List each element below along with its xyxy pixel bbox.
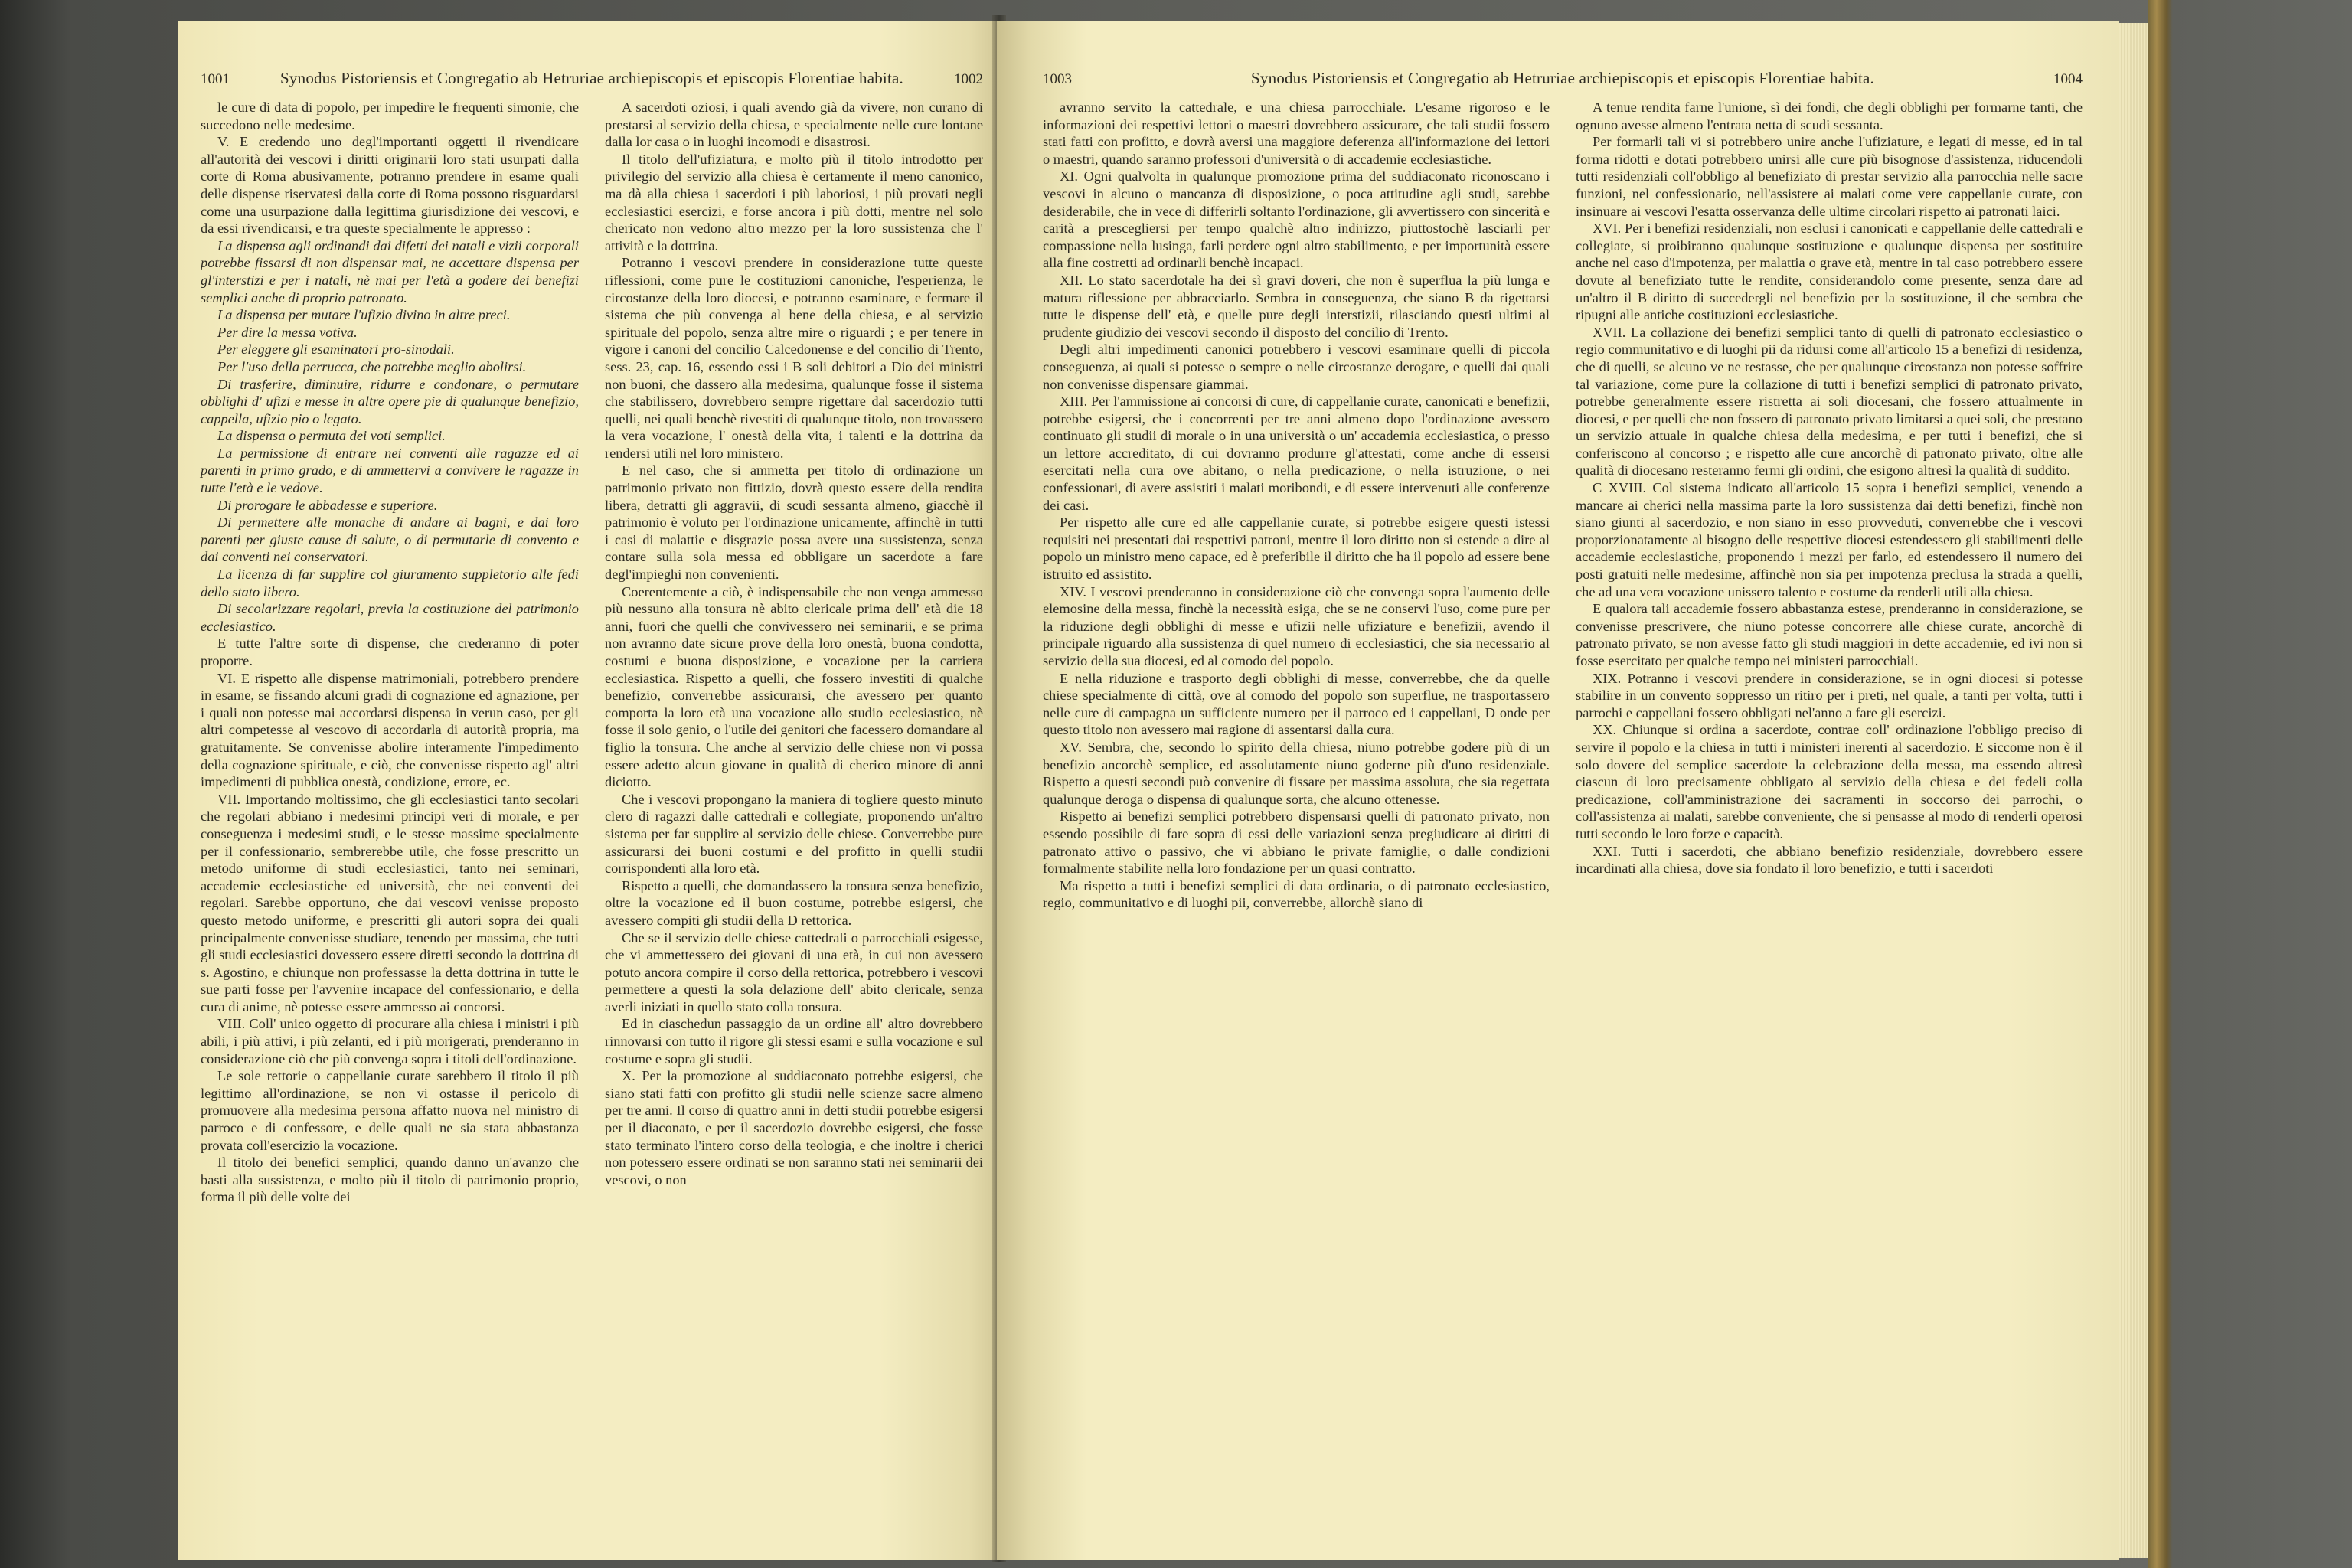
paragraph: Rispetto a quelli, che domandassero la tonsura senza benefizio, oltre la vocazione ed il buon costume, potrebbe esigersi, che avessero compiti gli studii della D rettorica. <box>605 877 983 928</box>
paragraph: V. E credendo uno degl'importanti oggetti il rivendicare all'autorità dei vescovi i diritti originarii loro stati usurpati dalla corte di Roma abusivamente, potranno prendere in esame quali delle dispense riservatesi dalla corte di Roma possono risguardarsi come una usurpazione dalla legittima giurisdizione dei vescovi, e da essi rivendicarsi, e tra queste specialmente le appresso : <box>201 134 579 237</box>
paragraph: La licenza di far supplire col giuramento suppletorio alle fedi dello stato libero. <box>201 567 579 599</box>
paragraph: Per eleggere gli esaminatori pro-sinodali. <box>217 341 455 358</box>
paragraph: avranno servito la cattedrale, e una chiesa parrocchiale. L'esame rigoroso e le informazioni dei respettivi lettori o maestri dovrebbero assicurare, che tali studii fossero stati fatti con profitto, e dovrà aversi una maggiore deferenza all'informazione dei lettori o maestri, quando saranno professori d'università o di accademie ecclesiastiche. <box>1043 100 1550 167</box>
paragraph: Ma rispetto a tutti i benefizi semplici di data ordinaria, o di patronato ecclesiastico, regio, communitativo e di luoghi pii, converrebbe, allorchè siano di <box>1043 877 1550 911</box>
paragraph: E qualora tali accademie fossero abbastanza estese, prenderanno in considerazione, se convenisse prescrivere, che niuno potesse concorrere alle chiese curate, ancorchè di patronato privato, se non avesse fatto gli studi maggiori in dette accademie, ed ivi non si fosse esercitato per qualche tempo nei ministeri parrocchiali. <box>1576 601 2082 668</box>
column-1001 <box>201 99 579 1206</box>
paragraph: Il titolo dei benefici semplici, quando danno un'avanzo che basti alla sussistenza, e molto più il titolo di patrimonio proprio, forma il più delle volte dei <box>201 1155 579 1205</box>
paragraph: La permissione di entrare nei conventi alle ragazze ed ai parenti in primo grado, e di ammettervi a convivere le ragazze in tutte l'età e le vedove. <box>201 445 579 496</box>
paragraph: VIII. Coll' unico oggetto di procurare alla chiesa i ministri i più abili, i più attivi, i più zelanti, ed i più morigerati, prenderanno in considerazione ciò che più convenga sopra i titoli dell'ordinazione. <box>201 1016 579 1067</box>
paragraph: A tenue rendita farne l'unione, sì dei fondi, che degli obblighi per formarne tanti, che ognuno avesse almeno l'entrata netta di scudi sessanta. <box>1576 100 2082 132</box>
paragraph: Per formarli tali vi si potrebbero unire anche l'ufiziature, e legati di messe, ed in tal forma ridotti e dotati potrebbero unirsi alle cure più bisognose d'assistenza, riducendoli tutti residenziali coll'obbligo al benefiziato di prestar servizio alla parrocchia nelle sacre funzioni, nel confessionario, nell'assistere ai malati come vere cappellanie curate, con insinuare ai vescovi l'esatta osservanza delle ultime circolari rispetto ai patronati laici. <box>1576 134 2082 219</box>
paragraph: La dispensa agli ordinandi dai difetti dei natali e vizii corporali potrebbe fissarsi di non dispensar mai, ne accettare dispensa per gl'interstizi e per i natali, nè mai per l'età a godere dei benefizi semplici anche di proprio patronato. <box>201 237 579 305</box>
paragraph: Che i vescovi propongano la maniera di togliere questo minuto clero di ragazzi dalle cattedrali e collegiate, proponendo un'altro sistema per far supplire al servizio delle chiese. Converrebbe pure assicurarsi dei buoni costumi e del profitto in quelli studii corrispondenti alla loro età. <box>605 791 983 877</box>
paragraph: Di secolarizzare regolari, previa la costituzione del patrimonio ecclesiastico. <box>201 601 579 634</box>
right-page <box>997 21 2119 1560</box>
paragraph: Per rispetto alle cure ed alle cappellanie curate, si potrebbe esigere questi istessi requisiti nei presentati dai respettivi patroni, mentre il loro diritto non si estende a dire al popolo un ministro meno capace, ed è preferibile il diritto che ha il popolo ad essere bene istruito ed assistito. <box>1043 514 1550 583</box>
left-page-columns <box>201 99 983 1206</box>
paragraph: C XVIII. Col sistema indicato all'articolo 15 sopra i benefizi semplici, venendo a mancare ai cherici nella massima parte la loro sussistenza dai detti benefizi, finchè non siano giunti al sacerdozio, e non siano in esso provveduti, converrebbe che i vescovi proporzionatamente al bisogno delle respettive diocesi estendessero gli stabilimenti delle accademie ecclesiastiche, proponendo i mezzi per farlo, ed estendessero il numero dei posti gratuiti nelle medesime, affinchè non sia per impotenza preclusa la strada a quelli, che ad una vera vocazione unissero talento e costume da renderli utili alla chiesa. <box>1576 480 2082 599</box>
paragraph: Il titolo dell'ufiziatura, e molto più il titolo introdotto per privilegio del servizio alla chiesa è certamente il meno canonico, ma dà alla chiesa i sacerdoti i più laboriosi, i più provati negli ecclesiastici esercizi, e forse ancora i più dotti, mentre nel solo chericato non vedono altro mezzo per la loro sussistenza che l' attività e la dottrina. <box>605 151 983 253</box>
paragraph: Che se il servizio delle chiese cattedrali o parrocchiali esigesse, che vi ammettessero dei giovani di una età, in cui non avessero potuto ancora compire il corso della rettorica, potrebbero i vescovi permettere a questi la sola delazione dell' abito clericale, senza averli iniziati in quello stato colla tonsura. <box>605 929 983 1014</box>
paragraph: XI. Ogni qualvolta in qualunque promozione prima del suddiaconato riconoscano i vescovi in alcuno o mancanza di disposizione, o poca attitudine agli studi, sarebbe desiderabile, che in vece di differirli soltanto l'ordinazione, gli avvertissero con sincerità e carità a prescegliersi per tempo qualchè altro indirizzo, piuttostochè lasciarli per compassione nella lusinga, farli perdere ogni altro stabilimento, e per importunità essere alla fine costretti ad ordinarli benchè incapaci. <box>1043 168 1550 271</box>
running-head-left <box>201 69 983 88</box>
paragraph: Le sole rettorie o cappellanie curate sarebbero il titolo il più legittimo all'ordinazione, se non vi ostasse il pericolo di promuovere alla medesima persona affatto nuova nel ministro di parroco e di confessore, e delle quali ne sia stata abbastanza provata coll'esercizio la vocazione. <box>201 1068 579 1153</box>
paragraph: E nella riduzione e trasporto degli obblighi di messe, converrebbe, che da quelle chiese specialmente di città, ove al comodo del popolo son superflue, ne trasportassero nelle cure di campagna un sufficiente numero per il parroco ed i cappellani, D onde per questo titolo non avessero mai ragione di assentarsi dalla cura. <box>1043 670 1550 738</box>
running-title-left: Synodus Pistoriensis et Congregatio ab Hetruriae archiepiscopis et episcopis Florentiae habita. <box>280 69 903 87</box>
left-page <box>178 21 1003 1560</box>
paragraph: XXI. Tutti i sacerdoti, che abbiano benefizio residenziale, dovrebbero essere incardinati alla chiesa, dove sia fondato il loro benefizio, e tutti i sacerdoti <box>1576 843 2082 877</box>
running-head-right <box>1043 69 2082 88</box>
paragraph: XVI. Per i benefizi residenziali, non esclusi i canonicati e cappellanie delle cattedrali e collegiate, si proibiranno qualunque sostituzione e qualunque dispensa per sostituire anche nel caso d'impotenza, per malattia o grave età, mentre in tal caso potrebbero essere dovute al benefiziato tutte le rendite, considerandolo come presente, senza dare ad un'altro il B diritto di succedergli nel benefizio per la sostituzione, il che sembra che ripugni alle antiche costituzioni ecclesiastiche. <box>1576 220 2082 323</box>
paragraph: XVII. La collazione dei benefizi semplici tanto di quelli di patronato ecclesiastico o regio communitativo e di luoghi pii da ridursi come all'articolo 15 a benefizi di residenza, che di quelli, se alcuno ve ne restasse, che per qualunque circostanza non potesse soffrire tal variazione, come pure la collazione di tutti i benefizi semplici di patronato privato, potrebbe generalmente essere ristretta ai soli diocesani, che fossero attualmente in diocesi, e per quelli che non fossero di patronato privato limitarsi a quei soli, che prestano un servizio attuale in qualche chiesa della medesima, e per tutti i benefizi, che si conferiscono al concorso ; e rispetto alle cure ancorchè di patronato privato, oltre alle qualità di diocesano resteranno fermi gli ordini, che esigono altresì la qualità di suddito. <box>1576 324 2082 479</box>
paragraph: le cure di data di popolo, per impedire le frequenti simonie, che succedono nelle medesime. <box>201 100 579 132</box>
paragraph: La dispensa o permuta dei voti semplici. <box>217 428 446 444</box>
paragraph: VII. Importando moltissimo, che gli ecclesiastici tanto secolari che regolari abbiano i medesimi principi veri di morale, e per conseguenza i medesimi studi, e le stesse massime specialmente per il confessionario, sembrerebbe utile, che fosse prescritto un metodo uniforme di studi ecclesiastici, tanto nei seminari, accademie ecclesiastiche ed università, che nei conventi dei regolari. Sarebbe opportuno, che dai vescovi venisse proposto questo metodo uniforme, e prescritti gli autori sopra dei quali principalmente convenisse studiare, tenendo per massima, che tutti gli studi ecclesiastici dovessero essere diretti secondo la dottrina di s. Agostino, e chiunque non professasse la detta dottrina in tutte le sue parti fosse per l'avvenire incapace del confessionario, e della cura di anime, nè potesse essere ammesso ai concorsi. <box>201 791 579 1014</box>
column-1003 <box>1043 99 1550 912</box>
paragraph: VI. E rispetto alle dispense matrimoniali, potrebbero prendere in esame, se fissando alcuni gradi di cognazione ed agnazione, per i quali non potesse mai accordarsi dispensa in verun caso, per gli altri competesse al vescovo di accordarla di autorità propria, ma gratuitamente. Se convenisse abolire interamente l'impedimento della cognazione spirituale, e ciò, che convenisse rispetto agl' altri impedimenti di pubblica onestà, condizione, errore, ec. <box>201 670 579 790</box>
paragraph: XV. Sembra, che, secondo lo spirito della chiesa, niuno potrebbe godere più di un benefizio ancorchè semplice, ed assolutamente niuno goderne più d'uno residenziale. Rispetto a questi secondi può convenire di fissare per massima assoluta, che sia regettata qualunque deroga o dispensa di qualunque sorta, che alcuno ottenesse. <box>1043 739 1550 807</box>
paragraph: Ed in ciaschedun passaggio da un ordine all' altro dovrebbero rinnovarsi con tutto il rigore gli stessi esami e sulla vocazione e sul costume e sopra gli studii. <box>605 1016 983 1067</box>
paragraph: Rispetto ai benefizi semplici potrebbero dispensarsi quelli di patronato privato, non essendo possibile di fare sopra di essi delle variazioni senza pregiudicare ai diritti di patronato attivo o passivo, che vi abbiano le private famiglie, o dalle condizioni formalmente stabilite nella loro fondazione per un quasi contratto. <box>1043 808 1550 877</box>
paragraph: X. Per la promozione al suddiaconato potrebbe esigersi, che siano stati fatti con profitto gli studii nelle scienze sacre almeno per tre anni. Il corso di quattro anni in detti studii potrebbe esigersi per il diaconato, e per il sacerdozio dovrebbe esigersi, che fosse stato terminato l'intero corso della teologia, e che inoltre i cherici non potessero essere ordinati se non saranno stati nei seminarii dei vescovi, o non <box>605 1068 983 1187</box>
paragraph: Per dire la messa votiva. <box>217 324 358 340</box>
paragraph: Di prorogare le abbadesse e superiore. <box>217 497 438 513</box>
paragraph: Per l'uso della perrucca, che potrebbe meglio abolirsi. <box>217 358 527 374</box>
book-cover <box>2148 0 2352 1568</box>
paragraph: XIV. I vescovi prenderanno in considerazione ciò che convenga sopra l'aumento delle elemosine della messa, finchè la necessità esiga, che se ne conservi l'uso, come pure per la riduzione degli obblighi di messe e ufizii nelle ufiziature e benefizii, avendo il principale riguardo alla sussistenza di quel numero di ecclesiastici, che sia necessario al servizio della sua diocesi, ed al comodo del popolo. <box>1043 583 1550 668</box>
paragraph: Potranno i vescovi prendere in considerazione tutte queste riflessioni, come pure le costituzioni canoniche, l'esperienza, le circostanze della loro diocesi, e potranno esaminare, e fermare il sistema che più convenga al bene della chiesa, e al servizio spirituale del popolo, senza altre mire o riguardi ; e per tenere in vigore i canoni del concilio Calcedonense e del concilio di Trento, sess. 23, cap. 16, essendo essi i B soli debitori a Dio dei ministri non buoni, che dassero alla medesima, qualunque fosse il sistema che stabilissero, dovrebbero sempre rigettare dal sacerdozio tutti quelli, nei quali benchè rivestiti di qualunque titolo, non trovassero la vera vocazione, l' onestà della vita, i talenti e la dottrina da rendersi utili nel loro ministero. <box>605 255 983 461</box>
page-edges <box>2119 23 2150 1558</box>
paragraph: Coerentemente a ciò, è indispensabile che non venga ammesso più nessuno alla tonsura nè abito clericale prima dell' età die 18 anni, fuori che quelli che convivessero nei seminarii, e se prima non avranno date sicure prove della loro onestà, buona condotta, costumi e buona disposizione, e vocazione per la carriera ecclesiastica. Rispetto a quelli, che fossero investiti di qualche benefizio, converrebbe assicurarsi, che avessero per quanto comporta la loro età una vocazione allo studio ecclesiastico, nè fosse il solo genio, o l'utile dei genitori che facessero domandare al figlio la tonsura. Che anche al servizio delle chiese non vi possa essere adetto alcun giovane in qualità di cherico minore di anni diciotto. <box>605 583 983 790</box>
paragraph: XIII. Per l'ammissione ai concorsi di cure, di cappellanie curate, canonicati e benefizii, potrebbe esigersi, che i concorrenti per tre anni almeno dopo l'ordinazione avessero continuato gli studii di morale o in una università o un' accademia ecclesiastica, o presso un lettore accreditato, di cui dovranno produrre gl'attestati, come anche di essersi esercitati nella cura ove abitano, o nella predicazione, o nella istruzione, o nei confessionari, di avere assistiti i malati moribondi, e di essere intervenuti alle conferenze dei casi. <box>1043 394 1550 513</box>
right-page-columns <box>1043 99 2082 912</box>
page-number-1004: 1004 <box>2053 71 2082 87</box>
paragraph: XIX. Potranno i vescovi prendere in considerazione, se in ogni diocesi si potesse stabilire in un convento soppresso un ritiro per i preti, nel quale, a tanti per volta, tutti i parrochi e cappellani fossero obbligati nel'anno a fare gli esercizi. <box>1576 670 2082 720</box>
paragraph: Di permettere alle monache di andare ai bagni, e dai loro parenti per giuste cause di salute, o di permutarle di convento e dai conventi nei conservatori. <box>201 514 579 565</box>
paragraph: E nel caso, che si ammetta per titolo di ordinazione un patrimonio privato non fittizio, dovrà questo essere della rendita libera, detratti gli aggravii, di scudi sessanta almeno, giacchè il patrimonio è voluto per l'ordinazione unicamente, affinchè in tutti i casi di malattie e disgrazie possa avere una sussistenza, senza contare sulla sola messa ed obbligare un sacerdote a fare degl'impieghi non convenienti. <box>605 462 983 583</box>
paragraph: A sacerdoti oziosi, i quali avendo già da vivere, non curano di prestarsi al servizio della chiesa, e specialmente nelle cure lontane dalla lor casa o in luoghi incomodi e disastrosi. <box>605 100 983 150</box>
page-number-1003: 1003 <box>1043 71 1072 87</box>
paragraph: Degli altri impedimenti canonici potrebbero i vescovi esaminare quelli di piccola conseguenza, ai quali si potesse o sempre o nelle circostanze derogare, e quelli dai quali non convenisse dispensare giammai. <box>1043 341 1550 392</box>
paragraph: E tutte l'altre sorte di dispense, che crederanno di poter proporre. <box>201 635 579 668</box>
paragraph: La dispensa per mutare l'ufizio divino in altre preci. <box>217 307 511 323</box>
paragraph: XII. Lo stato sacerdotale ha dei sì gravi doveri, che non è superflua la più lunga e matura riflessione per abbracciarlo. Sembra in conseguenza, che siano B da rigettarsi tutte le dispense dell' età, e quelle pure degli interstizii, rilasciando questi ultimi al prudente giudizio dei vescovi secondo il disposto del concilio di Trento. <box>1043 272 1550 340</box>
page-number-1002: 1002 <box>954 71 983 87</box>
column-1004 <box>1576 99 2082 912</box>
column-1002 <box>605 99 983 1206</box>
paragraph: XX. Chiunque si ordina a sacerdote, contrae coll' ordinazione l'obbligo preciso di servire il popolo e la chiesa in tutti i ministeri inerenti al sacerdozio. E siccome non è il solo dovere del semplice sacerdote la celebrazione della messa, ma essendo altresì ciascun di loro precisamente obbligato al servizio della chiesa e dei fedeli colla predicazione, coll'amministrazione dei sacramenti in soccorso dei parrochi, o coll'assistenza ai malati, sarebbe conveniente, che si pensasse al modo di renderli operosi tutti secondo le loro forze e capacità. <box>1576 722 2082 841</box>
paragraph: Di trasferire, diminuire, ridurre e condonare, o permutare obblighi d' ufizi e messe in altre opere pie di qualunque benefizio, cappella, ufizio pio o legato. <box>201 376 579 426</box>
running-title-right: Synodus Pistoriensis et Congregatio ab Hetruriae archiepiscopis et episcopis Florentiae habita. <box>1251 69 1874 87</box>
page-number-1001: 1001 <box>201 71 230 87</box>
